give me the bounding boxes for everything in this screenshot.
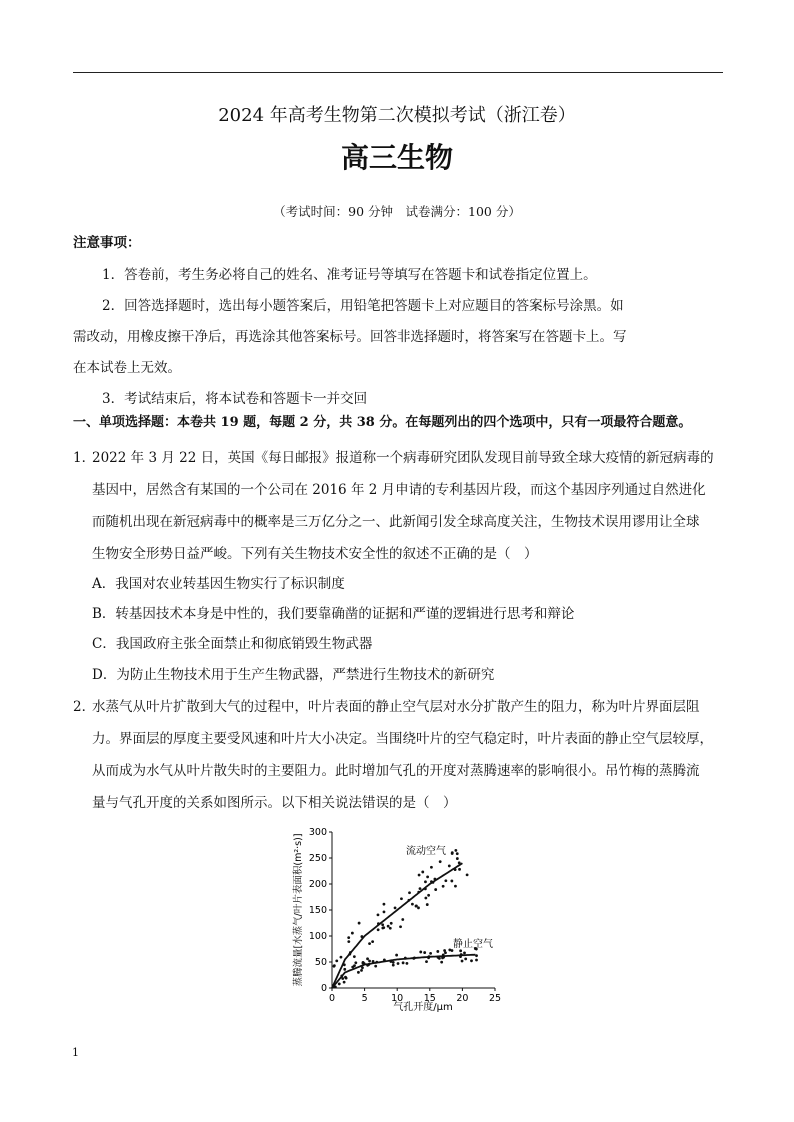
data-point [368,942,371,945]
data-point [381,923,384,926]
notice-line: 3．考试结束后，将本试卷和答题卡一并交回 [102,391,368,407]
question-text-line: 而随机出现在新冠病毒中的概率是三万亿分之一、此新闻引发全球高度关注，生物技术误用谬用让全球 [92,514,700,530]
data-point [439,860,442,863]
option-a: A．我国对农业转基因生物实行了标识制度 [92,576,345,592]
data-point [454,849,457,852]
data-point [361,966,364,969]
data-point [458,868,461,871]
data-point [377,928,380,931]
data-point [347,936,350,939]
data-point [347,940,350,943]
data-point [353,955,356,958]
data-point [368,960,371,963]
data-point [351,932,354,935]
option-c: C．我国政府主张全面禁止和彻底销毁生物武器 [92,636,373,652]
y-tick-label: 100 [308,931,327,942]
data-point [354,961,357,964]
transpiration-chart [285,820,510,1020]
data-point [345,977,348,980]
data-point [377,913,380,916]
data-point [475,954,478,957]
header-rule [73,72,723,73]
data-point [454,885,457,888]
data-point [343,981,346,984]
x-tick-label: 20 [456,993,469,1004]
data-point [470,959,473,962]
question-text-line: 生物安全形势日益严峻。下列有关生物技术安全性的叙述不正确的是（ ） [92,546,538,562]
x-axis-label: 气孔开度/μm [393,1002,453,1013]
notice-heading: 注意事项： [73,235,141,251]
notice-line: 1．答卷前，考生务必将自己的姓名、准考证号等填写在答题卡和试卷指定位置上。 [102,267,597,283]
data-point [400,897,403,900]
data-point [390,922,393,925]
data-point [464,957,467,960]
data-point [421,871,424,874]
notice-line: 2．回答选择题时，选出每小题答案后，用铅笔把答题卡上对应题目的答案标号涂黑。如 [102,298,624,314]
data-point [338,982,341,985]
data-point [436,950,439,953]
data-point [463,951,466,954]
option-d: D．为防止生物技术用于生产生物武器，严禁进行生物技术的新研究 [92,667,495,683]
data-point [395,954,398,957]
data-point [475,959,478,962]
data-point [448,949,451,952]
series-label-flowing: 流动空气 [406,846,446,857]
data-point [374,965,377,968]
data-point [411,903,414,906]
data-point [406,962,409,965]
option-b: B．转基因技术本身是中性的，我们要靠确凿的证据和严谨的逻辑进行思考和辩论 [92,606,575,622]
data-point [461,960,464,963]
data-point [408,891,411,894]
data-point [360,969,363,972]
data-point [399,925,402,928]
y-tick-label: 50 [314,957,327,968]
x-tick-label: 10 [391,993,404,1004]
x-tick-label: 0 [328,993,336,1004]
data-point [383,910,386,913]
data-point [425,960,428,963]
data-point [466,873,469,876]
data-point [358,922,361,925]
data-point [402,961,405,964]
data-point [387,925,390,928]
data-point [456,852,459,855]
data-point [426,903,429,906]
data-point [340,956,343,959]
question-number: 1． [73,450,96,466]
section-heading: 一、单项选择题：本卷共 19 题，每题 2 分，共 38 分。在每题列出的四个选项中，只有一项最符合题意。 [73,415,692,430]
trend-line-still [332,955,475,988]
x-tick-label: 5 [361,993,368,1004]
data-point [417,906,420,909]
data-point [424,880,427,883]
data-point [392,961,395,964]
y-tick-label: 200 [308,879,327,890]
notice-line: 在本试卷上无效。 [73,360,181,376]
data-point [450,880,453,883]
data-point [357,971,360,974]
x-tick-label: 15 [423,993,436,1004]
data-point [423,951,426,954]
data-point [366,957,369,960]
data-point [381,927,384,930]
data-point [335,960,338,963]
question-number: 2． [73,699,96,715]
question-text-line: 量与气孔开度的关系如图所示。以下相关说法错误的是（ ） [92,795,457,811]
data-point [343,968,346,971]
question-text-line: 水蒸气从叶片扩散到大气的过程中，叶片表面的静止空气层对水分扩散产生的阻力，称为叶片界面层阻 [92,699,700,715]
series-label-still: 静止空气 [453,939,493,950]
data-point [419,951,422,954]
page-number: 1 [72,1046,79,1059]
y-tick-label: 0 [320,983,327,994]
data-point [415,904,418,907]
notice-line: 需改动，用橡皮擦干净后，再选涂其他答案标号。回答非选择题时，将答案写在答题卡上。写 [73,329,627,345]
data-point [442,885,445,888]
data-point [419,887,422,890]
question-text-line: 从而成为水气从叶片散失时的主要阻力。此时增加气孔的开度对蒸腾速率的影响很小。吊竹梅的蒸腾流 [92,763,700,779]
data-point [383,903,386,906]
data-point [401,918,404,921]
x-tick-label: 25 [488,993,502,1004]
exam-title: 2024 年高考生物第二次模拟考试（浙江卷） [218,105,576,126]
data-point [451,851,454,854]
y-tick-label: 300 [308,827,327,838]
data-point [429,952,432,955]
data-point [434,888,437,891]
data-point [397,962,400,965]
data-point [424,897,427,900]
data-point [440,961,443,964]
y-axis-label: 蒸腾流量[水蒸气/叶片表面积(m²·s)] [293,833,304,987]
data-point [392,964,395,967]
data-point [448,865,451,868]
data-point [371,940,374,943]
data-point [394,906,397,909]
data-point [456,857,459,860]
data-point [333,964,336,967]
data-point [444,879,447,882]
data-point [351,966,354,969]
y-tick-label: 250 [308,853,327,864]
data-point [426,875,429,878]
data-point [430,866,433,869]
question-text-line: 力。界面层的厚度主要受风速和叶片大小决定。当围绕叶片的空气稳定时，叶片表面的静止空气层较厚， [92,731,713,747]
subject-title: 高三生物 [340,141,453,174]
exam-info: （考试时间：90 分钟 试卷满分：100 分） [273,204,521,219]
y-tick-label: 150 [308,905,327,916]
data-point [427,894,430,897]
question-text-line: 2022 年 3 月 22 日，英国《每日邮报》报道称一个病毒研究团队发现目前导致全球大疫情的新冠病毒的 [92,450,714,466]
data-point [389,927,392,930]
question-text-line: 基因中，居然含有某国的一个公司在 2016 年 2 月申请的专利基因片段，而这个基因序列通过自然进化 [92,482,706,498]
data-point [444,951,447,954]
data-point [418,874,421,877]
